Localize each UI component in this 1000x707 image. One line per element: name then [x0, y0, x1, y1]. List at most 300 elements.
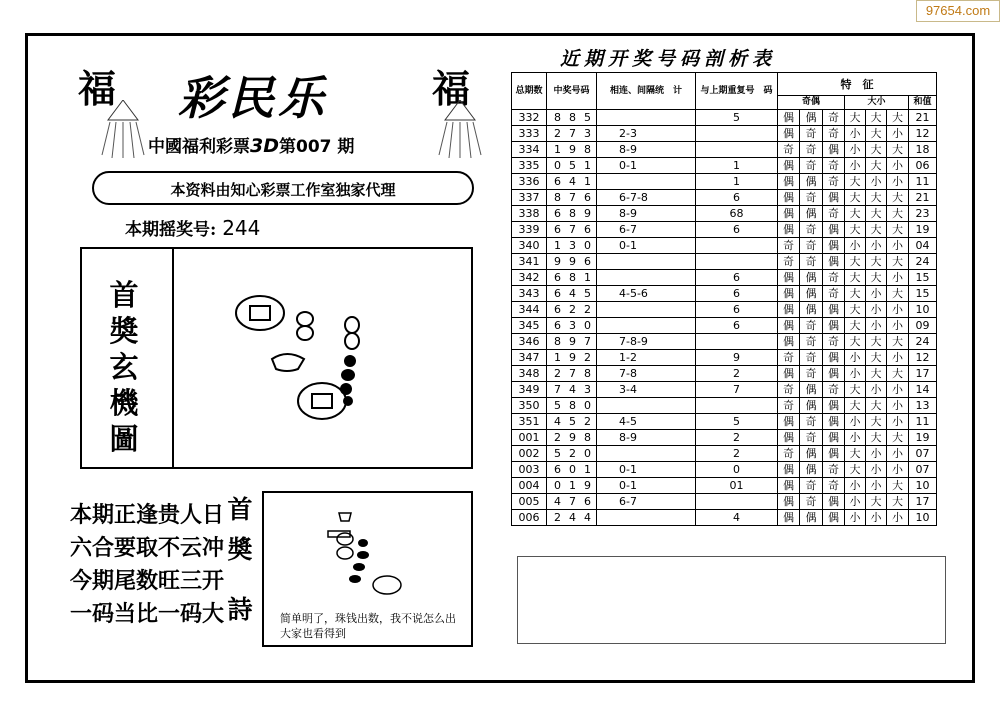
cell-digit: 7: [569, 366, 576, 380]
cell-repeat: 2: [696, 366, 778, 382]
cell-odd-even: 偶: [823, 446, 845, 462]
cell-digit: 8: [569, 270, 576, 284]
cell-sum: 11: [909, 174, 937, 190]
cell-pattern: 8-9: [597, 430, 696, 446]
cell-digit: 8: [569, 110, 576, 124]
cell-big-small: 小: [845, 158, 866, 174]
cell-number: [547, 158, 597, 174]
table-row: [512, 190, 937, 206]
cell-pattern: 6-7-8: [597, 190, 696, 206]
header-issue: 总期数: [512, 73, 547, 110]
cell-digit: 0: [584, 318, 591, 332]
cell-repeat: [696, 238, 778, 254]
cell-big-small: 小: [866, 462, 887, 478]
header-pattern: 相连、间隔统 计: [597, 73, 696, 110]
cell-big-small: 大: [887, 190, 909, 206]
cell-big-small: 大: [887, 478, 909, 494]
cell-pattern: 7-8-9: [597, 334, 696, 350]
cell-big-small: 小: [845, 478, 866, 494]
cell-odd-even: 偶: [823, 510, 845, 526]
cell-odd-even: 奇: [800, 430, 823, 446]
cell-big-small: 小: [845, 366, 866, 382]
poem-side-title-char: 首: [227, 495, 253, 524]
draw-line: [125, 215, 260, 240]
cell-odd-even: 奇: [778, 446, 800, 462]
cell-odd-even: 偶: [778, 510, 800, 526]
cell-big-small: 大: [887, 334, 909, 350]
cell-digit: 6: [554, 270, 561, 284]
cell-sum: 24: [909, 254, 937, 270]
cell-big-small: 大: [866, 158, 887, 174]
poem-line: 一码当比一码大: [70, 602, 225, 627]
cell-odd-even: 奇: [800, 350, 823, 366]
cell-pattern: [597, 398, 696, 414]
cell-digit: 8: [584, 366, 591, 380]
cell-repeat: 1: [696, 174, 778, 190]
table-row: [512, 494, 937, 510]
cell-sum: 15: [909, 270, 937, 286]
header-big-small: 大小: [845, 96, 909, 110]
cell-repeat: 6: [696, 270, 778, 286]
cell-issue: 002: [512, 446, 547, 462]
cell-digit: 4: [569, 174, 576, 188]
cell-sum: 11: [909, 414, 937, 430]
cell-sum: 14: [909, 382, 937, 398]
cell-repeat: 6: [696, 286, 778, 302]
cell-number: [547, 462, 597, 478]
cell-digit: 9: [569, 350, 576, 364]
cell-big-small: 小: [845, 142, 866, 158]
cell-big-small: 大: [845, 222, 866, 238]
cell-digit: 1: [554, 350, 561, 364]
cell-issue: 336: [512, 174, 547, 190]
cell-pattern: [597, 110, 696, 126]
cell-repeat: 01: [696, 478, 778, 494]
cell-big-small: 大: [866, 110, 887, 126]
cell-issue: 334: [512, 142, 547, 158]
cell-sum: 21: [909, 110, 937, 126]
subtitle-game: 3D: [250, 135, 279, 157]
table-row: [512, 446, 937, 462]
cell-odd-even: 奇: [823, 206, 845, 222]
cell-pattern: [597, 270, 696, 286]
table-row: [512, 222, 937, 238]
cell-sum: 18: [909, 142, 937, 158]
cell-number: [547, 414, 597, 430]
cell-repeat: 1: [696, 158, 778, 174]
cell-big-small: 小: [887, 238, 909, 254]
cell-big-small: 小: [887, 302, 909, 318]
cell-big-small: 小: [887, 318, 909, 334]
cell-odd-even: 奇: [800, 478, 823, 494]
cell-issue: 001: [512, 430, 547, 446]
cell-odd-even: 偶: [823, 414, 845, 430]
cell-digit: 6: [554, 318, 561, 332]
table-row: [512, 510, 937, 526]
cell-odd-even: 偶: [823, 190, 845, 206]
cell-issue: 343: [512, 286, 547, 302]
cell-digit: 2: [554, 126, 561, 140]
cell-digit: 6: [554, 302, 561, 316]
cell-pattern: 4-5: [597, 414, 696, 430]
table-row: [512, 158, 937, 174]
cell-number: [547, 238, 597, 254]
cell-pattern: [597, 302, 696, 318]
puzzle-title-char: 玄: [109, 350, 139, 384]
fu-character-right: 福: [432, 66, 471, 111]
cell-big-small: 小: [887, 510, 909, 526]
cell-big-small: 大: [845, 254, 866, 270]
cell-sum: 12: [909, 350, 937, 366]
table-row: [512, 318, 937, 334]
table-row: [512, 478, 937, 494]
cell-repeat: 6: [696, 190, 778, 206]
cell-odd-even: 偶: [823, 350, 845, 366]
cell-digit: 6: [554, 206, 561, 220]
table-row: [512, 286, 937, 302]
cell-pattern: [597, 254, 696, 270]
table-row: [512, 206, 937, 222]
cell-big-small: 大: [887, 254, 909, 270]
cell-digit: 8: [584, 142, 591, 156]
cell-big-small: 大: [845, 190, 866, 206]
cell-issue: 335: [512, 158, 547, 174]
cell-digit: 1: [584, 270, 591, 284]
table-row: [512, 110, 937, 126]
cell-odd-even: 偶: [778, 494, 800, 510]
table-row: [512, 238, 937, 254]
cell-digit: 8: [554, 334, 561, 348]
cell-digit: 1: [584, 174, 591, 188]
banner-pill: 本资料由知心彩票工作室独家代理: [92, 171, 474, 205]
cell-repeat: 68: [696, 206, 778, 222]
cell-pattern: 0-1: [597, 158, 696, 174]
cell-repeat: 4: [696, 510, 778, 526]
cell-big-small: 小: [866, 446, 887, 462]
cell-big-small: 大: [866, 430, 887, 446]
puzzle-title: [104, 277, 144, 457]
cell-digit: 6: [554, 174, 561, 188]
cell-sum: 07: [909, 446, 937, 462]
cell-big-small: 小: [887, 270, 909, 286]
cell-digit: 5: [584, 110, 591, 124]
cell-pattern: 6-7: [597, 222, 696, 238]
cell-odd-even: 奇: [800, 222, 823, 238]
puzzle-divider: [172, 249, 174, 467]
cell-pattern: 0-1: [597, 462, 696, 478]
cell-sum: 21: [909, 190, 937, 206]
cell-digit: 1: [554, 142, 561, 156]
cell-big-small: 大: [887, 222, 909, 238]
cell-repeat: 6: [696, 302, 778, 318]
cell-odd-even: 偶: [778, 414, 800, 430]
draw-number: 244: [222, 216, 261, 240]
table-row: [512, 366, 937, 382]
fu-character-left: 福: [78, 66, 117, 111]
cell-digit: 0: [584, 446, 591, 460]
coin-puzzle-illustration-icon: [232, 289, 382, 429]
cell-issue: 345: [512, 318, 547, 334]
cell-big-small: 大: [845, 334, 866, 350]
cell-big-small: 小: [866, 302, 887, 318]
cell-digit: 9: [584, 206, 591, 220]
cell-big-small: 大: [887, 430, 909, 446]
table-row: [512, 414, 937, 430]
cell-odd-even: 偶: [823, 366, 845, 382]
cell-odd-even: 奇: [778, 382, 800, 398]
cell-odd-even: 偶: [823, 302, 845, 318]
cell-digit: 7: [569, 494, 576, 508]
cell-digit: 1: [569, 478, 576, 492]
cell-digit: 2: [584, 414, 591, 428]
cell-odd-even: 偶: [800, 462, 823, 478]
cell-big-small: 大: [845, 270, 866, 286]
cell-big-small: 大: [866, 190, 887, 206]
table-row: [512, 254, 937, 270]
table-row: [512, 174, 937, 190]
cell-repeat: 2: [696, 446, 778, 462]
cell-big-small: 大: [866, 222, 887, 238]
cell-big-small: 大: [845, 462, 866, 478]
cell-number: [547, 494, 597, 510]
cell-digit: 5: [584, 286, 591, 300]
cell-number: [547, 350, 597, 366]
cell-big-small: 大: [866, 142, 887, 158]
header-feature: 特 征: [778, 73, 937, 96]
cell-big-small: 大: [866, 334, 887, 350]
cell-big-small: 小: [887, 382, 909, 398]
cell-digit: 0: [554, 478, 561, 492]
cell-big-small: 小: [887, 446, 909, 462]
cell-big-small: 大: [866, 414, 887, 430]
cell-odd-even: 偶: [800, 382, 823, 398]
cell-sum: 09: [909, 318, 937, 334]
cell-number: [547, 190, 597, 206]
cell-odd-even: 偶: [800, 286, 823, 302]
puzzle-box: [80, 247, 473, 469]
cell-odd-even: 偶: [823, 142, 845, 158]
puzzle-title-char: 機: [109, 386, 139, 420]
cell-repeat: 0: [696, 462, 778, 478]
cell-digit: 9: [569, 254, 576, 268]
cell-sum: 24: [909, 334, 937, 350]
table-title: 近期开奖号码剖析表: [560, 48, 777, 70]
cell-big-small: 小: [845, 510, 866, 526]
cell-odd-even: 奇: [800, 254, 823, 270]
cell-digit: 8: [584, 430, 591, 444]
cell-big-small: 大: [845, 318, 866, 334]
cell-digit: 2: [584, 350, 591, 364]
cell-number: [547, 126, 597, 142]
cell-issue: 006: [512, 510, 547, 526]
cell-pattern: [597, 510, 696, 526]
puzzle-title-char: 奬: [109, 314, 139, 348]
cell-odd-even: 偶: [823, 318, 845, 334]
brand-title: 彩民乐: [178, 71, 328, 125]
cell-odd-even: 偶: [778, 222, 800, 238]
cell-big-small: 小: [845, 350, 866, 366]
cell-issue: 351: [512, 414, 547, 430]
cell-odd-even: 偶: [800, 398, 823, 414]
cell-pattern: 3-4: [597, 382, 696, 398]
hint-text: 简单明了，珠钱出数，我不说怎么出大家也看得到: [280, 612, 456, 640]
cell-big-small: 小: [845, 238, 866, 254]
cell-digit: 0: [554, 158, 561, 172]
cell-digit: 7: [569, 222, 576, 236]
cell-repeat: 5: [696, 414, 778, 430]
history-table: [511, 72, 937, 526]
cell-sum: 17: [909, 366, 937, 382]
table-row: [512, 382, 937, 398]
cell-pattern: [597, 174, 696, 190]
cell-number: [547, 174, 597, 190]
cell-odd-even: 奇: [800, 414, 823, 430]
poem-line: 今期尾数旺三开: [70, 569, 225, 594]
cell-number: [547, 142, 597, 158]
cell-issue: 350: [512, 398, 547, 414]
cell-digit: 9: [569, 334, 576, 348]
cell-pattern: [597, 446, 696, 462]
cell-digit: 3: [584, 126, 591, 140]
subtitle-line: [148, 132, 354, 157]
cell-digit: 6: [554, 462, 561, 476]
cell-odd-even: 偶: [778, 366, 800, 382]
cell-odd-even: 偶: [823, 238, 845, 254]
cell-digit: 9: [554, 254, 561, 268]
cell-digit: 6: [584, 222, 591, 236]
cell-big-small: 大: [866, 366, 887, 382]
cell-sum: 10: [909, 478, 937, 494]
cell-odd-even: 奇: [823, 334, 845, 350]
cell-repeat: 7: [696, 382, 778, 398]
cell-odd-even: 偶: [778, 270, 800, 286]
cell-issue: 338: [512, 206, 547, 222]
cell-repeat: 9: [696, 350, 778, 366]
header-odd-even: 奇偶: [778, 96, 845, 110]
cell-sum: 07: [909, 462, 937, 478]
cell-big-small: 大: [866, 494, 887, 510]
cell-issue: 003: [512, 462, 547, 478]
cell-pattern: 2-3: [597, 126, 696, 142]
cell-big-small: 小: [866, 286, 887, 302]
cell-number: [547, 398, 597, 414]
cell-odd-even: 奇: [778, 254, 800, 270]
cell-repeat: [696, 398, 778, 414]
cell-big-small: 小: [866, 382, 887, 398]
cell-repeat: 2: [696, 430, 778, 446]
cell-odd-even: 偶: [778, 286, 800, 302]
cell-number: [547, 318, 597, 334]
cell-issue: 004: [512, 478, 547, 494]
cell-issue: 341: [512, 254, 547, 270]
table-row: [512, 126, 937, 142]
cell-issue: 339: [512, 222, 547, 238]
cell-odd-even: 奇: [778, 142, 800, 158]
cell-sum: 10: [909, 510, 937, 526]
cell-pattern: 0-1: [597, 238, 696, 254]
cell-digit: 2: [554, 430, 561, 444]
cell-odd-even: 偶: [823, 430, 845, 446]
cell-big-small: 小: [887, 398, 909, 414]
cell-repeat: 5: [696, 110, 778, 126]
cell-big-small: 小: [845, 494, 866, 510]
poem-side-title: [224, 494, 256, 626]
cell-big-small: 大: [866, 126, 887, 142]
cell-big-small: 大: [845, 302, 866, 318]
poem-block: [70, 499, 224, 631]
cell-odd-even: 奇: [800, 366, 823, 382]
cell-number: [547, 366, 597, 382]
cell-odd-even: 偶: [778, 174, 800, 190]
cell-digit: 7: [554, 382, 561, 396]
lantern-tassel-right-icon: [425, 100, 495, 160]
cell-odd-even: 偶: [778, 334, 800, 350]
header-number: 中奖号码: [547, 73, 597, 110]
cell-digit: 5: [569, 158, 576, 172]
cell-odd-even: 奇: [778, 350, 800, 366]
cell-odd-even: 偶: [800, 270, 823, 286]
cell-sum: 10: [909, 302, 937, 318]
poem-side-title-char: 詩: [227, 595, 253, 624]
cell-digit: 7: [569, 126, 576, 140]
cell-odd-even: 奇: [800, 142, 823, 158]
cell-issue: 005: [512, 494, 547, 510]
cell-pattern: 7-8: [597, 366, 696, 382]
cell-digit: 0: [584, 238, 591, 252]
cell-odd-even: 偶: [823, 254, 845, 270]
cell-big-small: 大: [866, 270, 887, 286]
cell-big-small: 大: [866, 254, 887, 270]
cell-odd-even: 偶: [778, 318, 800, 334]
cell-odd-even: 奇: [800, 494, 823, 510]
cell-issue: 346: [512, 334, 547, 350]
cell-repeat: [696, 494, 778, 510]
cell-number: [547, 510, 597, 526]
cell-odd-even: 奇: [800, 318, 823, 334]
puzzle-title-char: 圖: [109, 422, 139, 456]
cell-big-small: 小: [845, 126, 866, 142]
cell-repeat: [696, 142, 778, 158]
cell-odd-even: 奇: [800, 238, 823, 254]
table-row: [512, 430, 937, 446]
cell-big-small: 小: [887, 350, 909, 366]
cell-odd-even: 偶: [800, 206, 823, 222]
cell-digit: 1: [584, 158, 591, 172]
cell-odd-even: 奇: [823, 158, 845, 174]
cell-issue: 340: [512, 238, 547, 254]
subtitle-issue: 第007 期: [279, 137, 355, 157]
cell-digit: 9: [569, 142, 576, 156]
cell-pattern: 8-9: [597, 142, 696, 158]
cell-issue: 348: [512, 366, 547, 382]
cell-sum: 17: [909, 494, 937, 510]
table-row: [512, 302, 937, 318]
table-row: [512, 334, 937, 350]
table-row: [512, 270, 937, 286]
cell-issue: 332: [512, 110, 547, 126]
cell-odd-even: 偶: [778, 126, 800, 142]
cell-digit: 2: [569, 446, 576, 460]
cell-big-small: 小: [866, 478, 887, 494]
cell-odd-even: 奇: [823, 478, 845, 494]
cell-repeat: 6: [696, 222, 778, 238]
cell-digit: 5: [554, 446, 561, 460]
cell-sum: 06: [909, 158, 937, 174]
cell-digit: 4: [554, 494, 561, 508]
header-sum: 和值: [909, 96, 937, 110]
cell-number: [547, 286, 597, 302]
cell-pattern: 4-5-6: [597, 286, 696, 302]
